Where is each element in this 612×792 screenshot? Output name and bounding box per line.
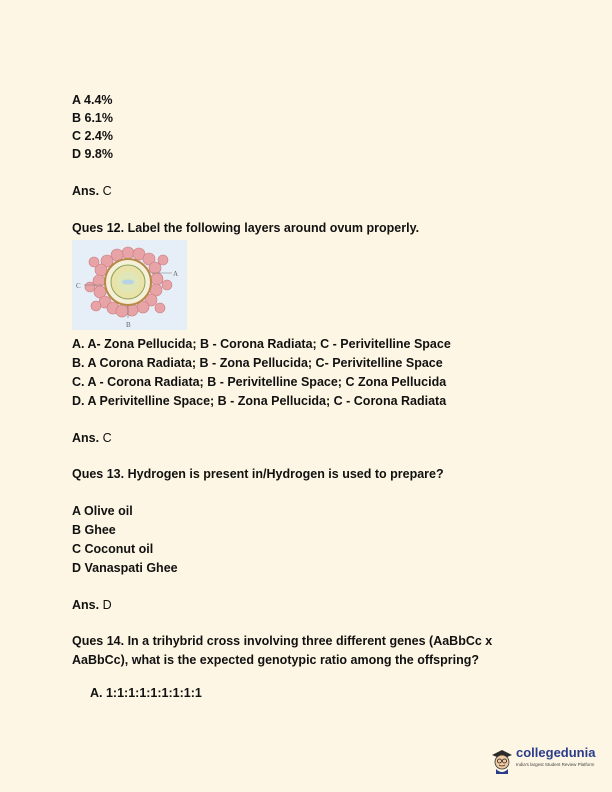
q13-option-a: A Olive oil — [72, 504, 133, 518]
answer-value: C — [102, 431, 112, 445]
q11-option-b: B 6.1% — [72, 111, 113, 125]
answer-value: D — [102, 598, 112, 612]
q12-answer — [72, 431, 112, 446]
q11-option-c: C 2.4% — [72, 129, 113, 143]
q14-option-a: A. 1:1:1:1:1:1:1:1:1 — [90, 686, 202, 700]
q11-option-d: D 9.8% — [72, 147, 113, 161]
figure-label-b: B — [126, 321, 131, 329]
figure-label-a: A — [173, 270, 179, 278]
figure-label-c: C — [76, 282, 81, 290]
collegedunia-logo — [490, 745, 595, 779]
q13-option-b: B Ghee — [72, 523, 116, 537]
q14-question: Ques 14. In a trihybrid cross involving three different genes (AaBbCc x AaBbCc), what is the expected genotypic ratio among the offspring? — [72, 634, 493, 667]
q13-option-d: D Vanaspati Ghee — [72, 561, 178, 575]
ovum-layers-figure — [72, 240, 187, 330]
q11-answer — [72, 184, 112, 199]
answer-value: C — [102, 184, 112, 198]
logo-tagline: India's largest Student Review Platform — [516, 762, 595, 767]
q13-answer — [72, 598, 112, 613]
q11-option-a: A 4.4% — [72, 93, 113, 107]
q13-question: Ques 13. Hydrogen is present in/Hydrogen is used to prepare? — [72, 467, 444, 481]
q13-option-c: C Coconut oil — [72, 542, 154, 556]
ovum-diagram — [72, 240, 187, 330]
q12-option-b: B. A Corona Radiata; B - Zona Pellucida; C- Perivitelline Space — [72, 356, 443, 370]
q12-question: Ques 12. Label the following layers around ovum properly. — [72, 221, 420, 235]
logo-name: collegedunia — [516, 745, 596, 760]
q12-option-c: C. A - Corona Radiata; B - Perivitelline Space; C Zona Pellucida — [72, 375, 447, 389]
answer-label: Ans. — [72, 184, 100, 198]
answer-label: Ans. — [72, 431, 100, 445]
q12-option-d: D. A Perivitelline Space; B - Zona Pellucida; C - Corona Radiata — [72, 394, 447, 408]
mascot-icon — [490, 747, 514, 775]
answer-label: Ans. — [72, 598, 100, 612]
q12-option-a: A. A- Zona Pellucida; B - Corona Radiata; C - Perivitelline Space — [72, 337, 451, 351]
